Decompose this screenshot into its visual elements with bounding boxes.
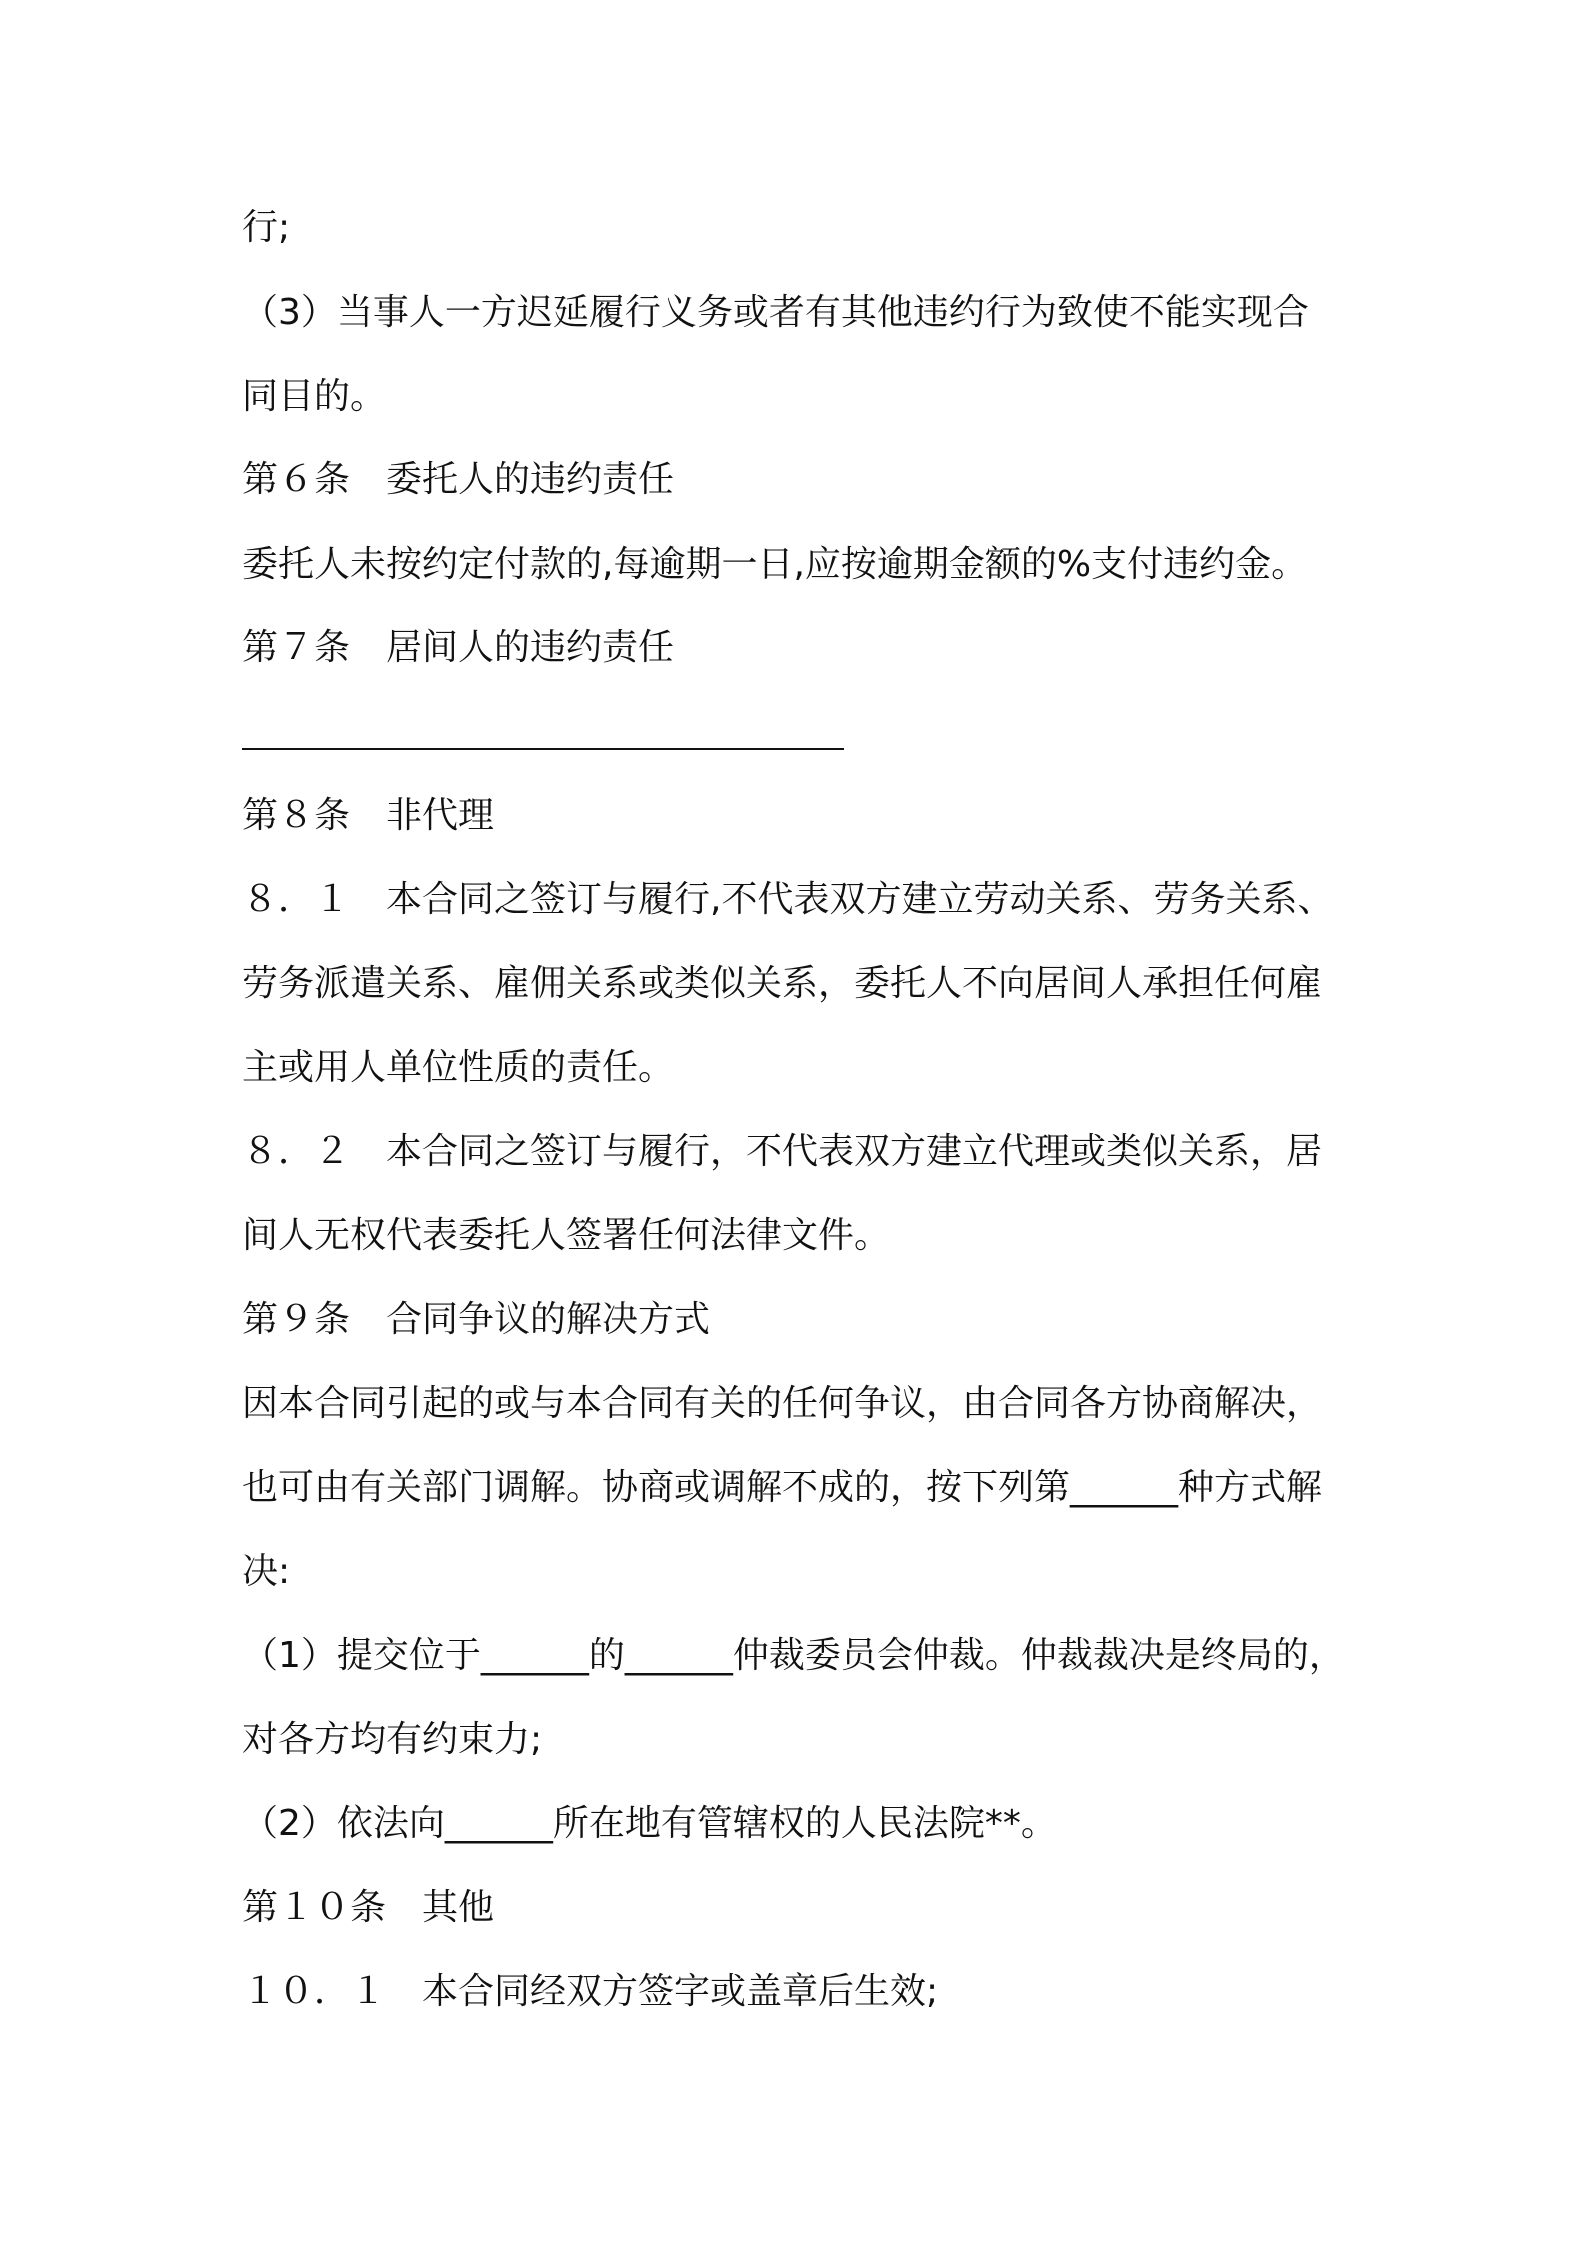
clause-10-1-line: １０．１ 本合同经双方签字或盖章后生效; (242, 1971, 939, 2012)
blank-fill-line (242, 748, 844, 750)
option-1-line-2: 对各方均有约束力; (242, 1719, 543, 1760)
clause-8-2-line-2: 间人无权代表委托人签署任何法律文件。 (242, 1215, 891, 1256)
option-2-line: （2）依法向______所在地有管辖权的人民法院**。 (242, 1803, 1057, 1844)
text-line-1: 行; (242, 207, 291, 248)
article-7-heading: 第７条 居间人的违约责任 (242, 627, 675, 668)
article-9-line-2: 也可由有关部门调解。协商或调解不成的，按下列第______种方式解 (242, 1467, 1323, 1508)
text-line-3: 同目的。 (242, 376, 387, 417)
text-line-5: 委托人未按约定付款的,每逾期一日,应按逾期金额的%支付违约金。 (242, 544, 1308, 585)
article-9-heading: 第９条 合同争议的解决方式 (242, 1299, 711, 1340)
article-8-heading: 第８条 非代理 (242, 795, 495, 836)
clause-8-2-line-1: ８．２ 本合同之签订与履行，不代表双方建立代理或类似关系，居 (242, 1131, 1323, 1172)
clause-8-1-line-1: ８．１ 本合同之签订与履行,不代表双方建立劳动关系、劳务关系、 (242, 879, 1334, 920)
article-9-line-1: 因本合同引起的或与本合同有关的任何争议，由合同各方协商解决， (242, 1383, 1323, 1424)
clause-8-1-line-2: 劳务派遣关系、雇佣关系或类似关系，委托人不向居间人承担任何雇 (242, 963, 1323, 1004)
text-line-2: （3）当事人一方迟延履行义务或者有其他违约行为致使不能实现合 (242, 292, 1309, 333)
article-6-heading: 第６条 委托人的违约责任 (242, 459, 675, 500)
clause-8-1-line-3: 主或用人单位性质的责任。 (242, 1047, 675, 1088)
article-10-heading: 第１０条 其他 (242, 1887, 495, 1928)
article-9-line-3: 决: (242, 1551, 291, 1592)
option-1-line-1: （1）提交位于______的______仲裁委员会仲裁。仲裁裁决是终局的， (242, 1635, 1345, 1676)
